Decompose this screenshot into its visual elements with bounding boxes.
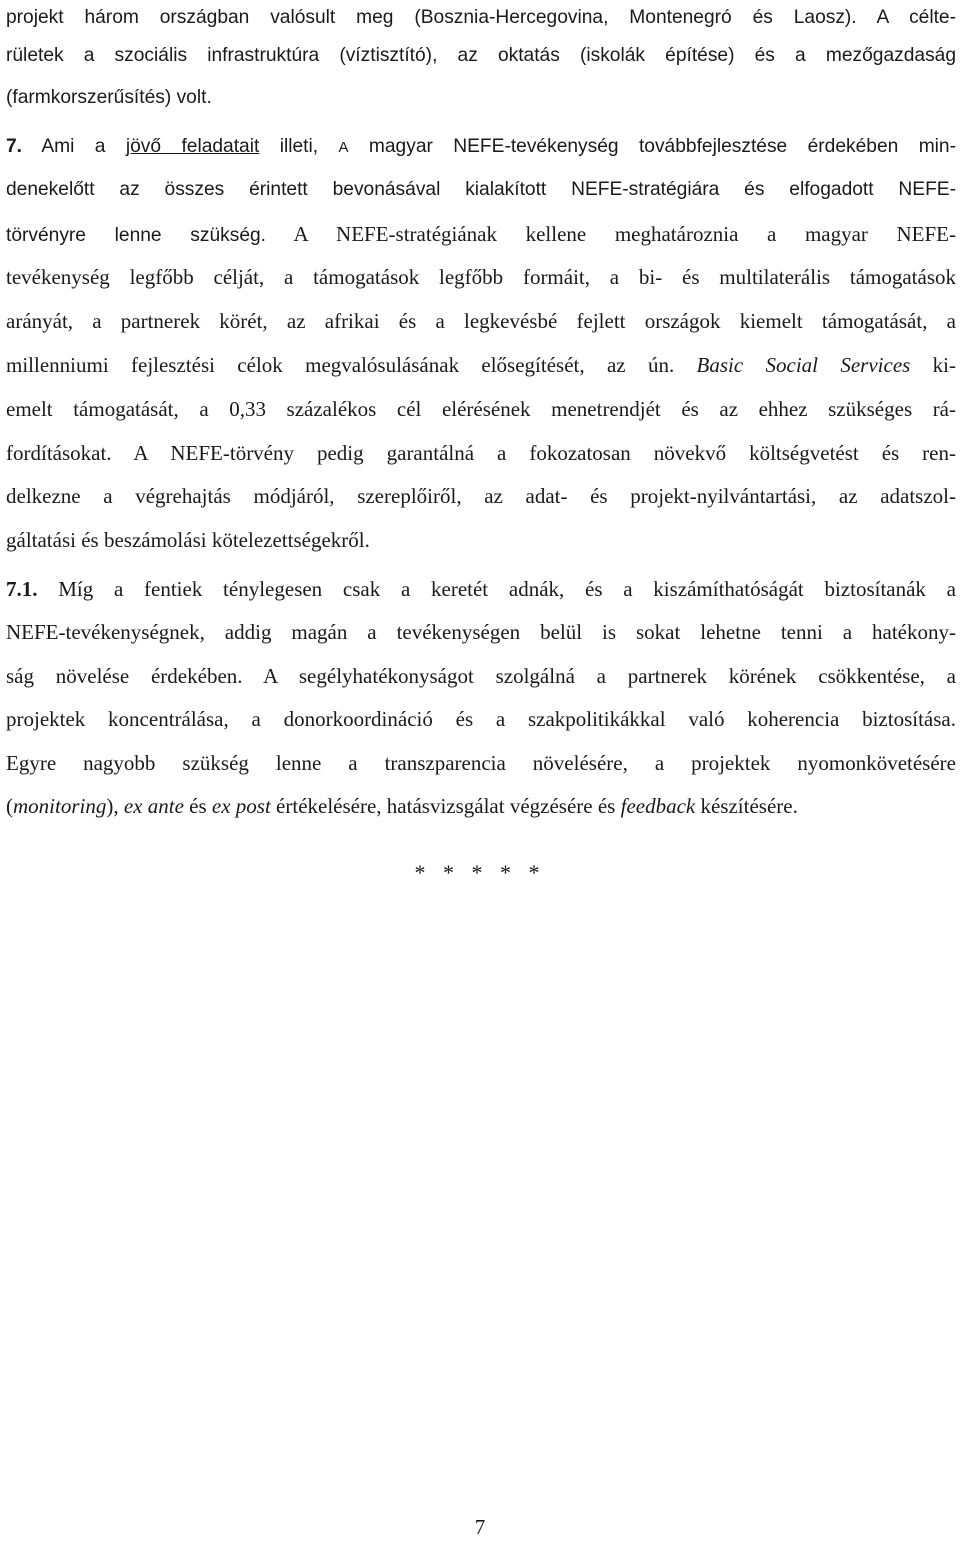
section-number: 7. [6,136,23,157]
page-number: 7 [474,1515,486,1539]
paragraph-line: arányát, a partnerek körét, az afrikai és a legkevésbé fejlett országok kiemelt támogatását, a [6,309,956,333]
italic-term: feedback [620,794,696,818]
section-separator: * * * * * [414,860,546,885]
paragraph-line: Egyre nagyobb szükség lenne a transzparencia növelésére, a projektek nyomonkövetésére [6,751,956,775]
section-number: 7.1. [6,577,38,601]
paragraph-line: gáltatási és beszámolási kötelezettségekről. [6,528,370,552]
paragraph-line: (monitoring), ex ante és ex post értékelésére, hatásvizsgálat végzésére és feedback készítésére. [6,794,798,818]
paragraph-line: projektek koncentrálása, a donorkoordináció és a szakpolitikákkal való koherencia biztosítása. [6,707,956,731]
italic-term: monitoring [13,794,107,818]
paragraph-line: NEFE-tevékenységnek, addig magán a tevékenységen belül is sokat lehetne tenni a hatékony- [6,620,956,644]
section-7-1-line-1: 7.1. Míg a fentiek ténylegesen csak a keretét adnák, és a kiszámíthatóságát biztosítanák a [6,577,956,601]
italic-term: Basic Social Services [696,353,911,377]
paragraph-line: denekelőtt az összes érintett bevonásával kialakított NEFE-stratégiára és elfogadott NEFE- [6,179,956,200]
paragraph-line: (farmkorszerűsítés) volt. [6,87,212,108]
paragraph-line: fordításokat. A NEFE-törvény pedig garantálná a fokozatosan növekvő költségvetést és ren- [6,441,956,465]
paragraph-line: delkezne a végrehajtás módjáról, szereplőiről, az adat- és projekt-nyilvántartási, az adatszol- [6,484,956,508]
paragraph-line: millenniumi fejlesztési célok megvalósulásának elősegítését, az ún. Basic Social Services ki- [6,353,956,377]
section-7-line-1: 7. Ami a jövő feladatait illeti, A magyar NEFE-tevékenység továbbfejlesztése érdekében min- [6,136,956,157]
paragraph-line: emelt támogatását, a 0,33 százalékos cél elérésének menetrendjét és az ehhez szükséges rá- [6,397,956,421]
paragraph-line: ság növelése érdekében. A segélyhatékonyságot szolgálná a partnerek körének csökkentése, a [6,664,956,688]
paragraph-line: törvényre lenne szükség. A NEFE-stratégiának kellene meghatároznia a magyar NEFE- [6,222,957,246]
italic-term: ex post [211,794,271,818]
paragraph-line: projekt három országban valósult meg (Bosznia-Hercegovina, Montenegró és Laosz). A célte- [6,7,956,28]
paragraph-line: rületek a szociális infrastruktúra (víztisztító), az oktatás (iskolák építése) és a mezőgazdaság [6,45,956,66]
italic-term: ex ante [123,794,184,818]
paragraph-line: tevékenység legfőbb célját, a támogatások legfőbb formáit, a bi- és multilaterális támogatások [6,265,956,289]
underlined-phrase: jövő feladatait [125,136,260,157]
